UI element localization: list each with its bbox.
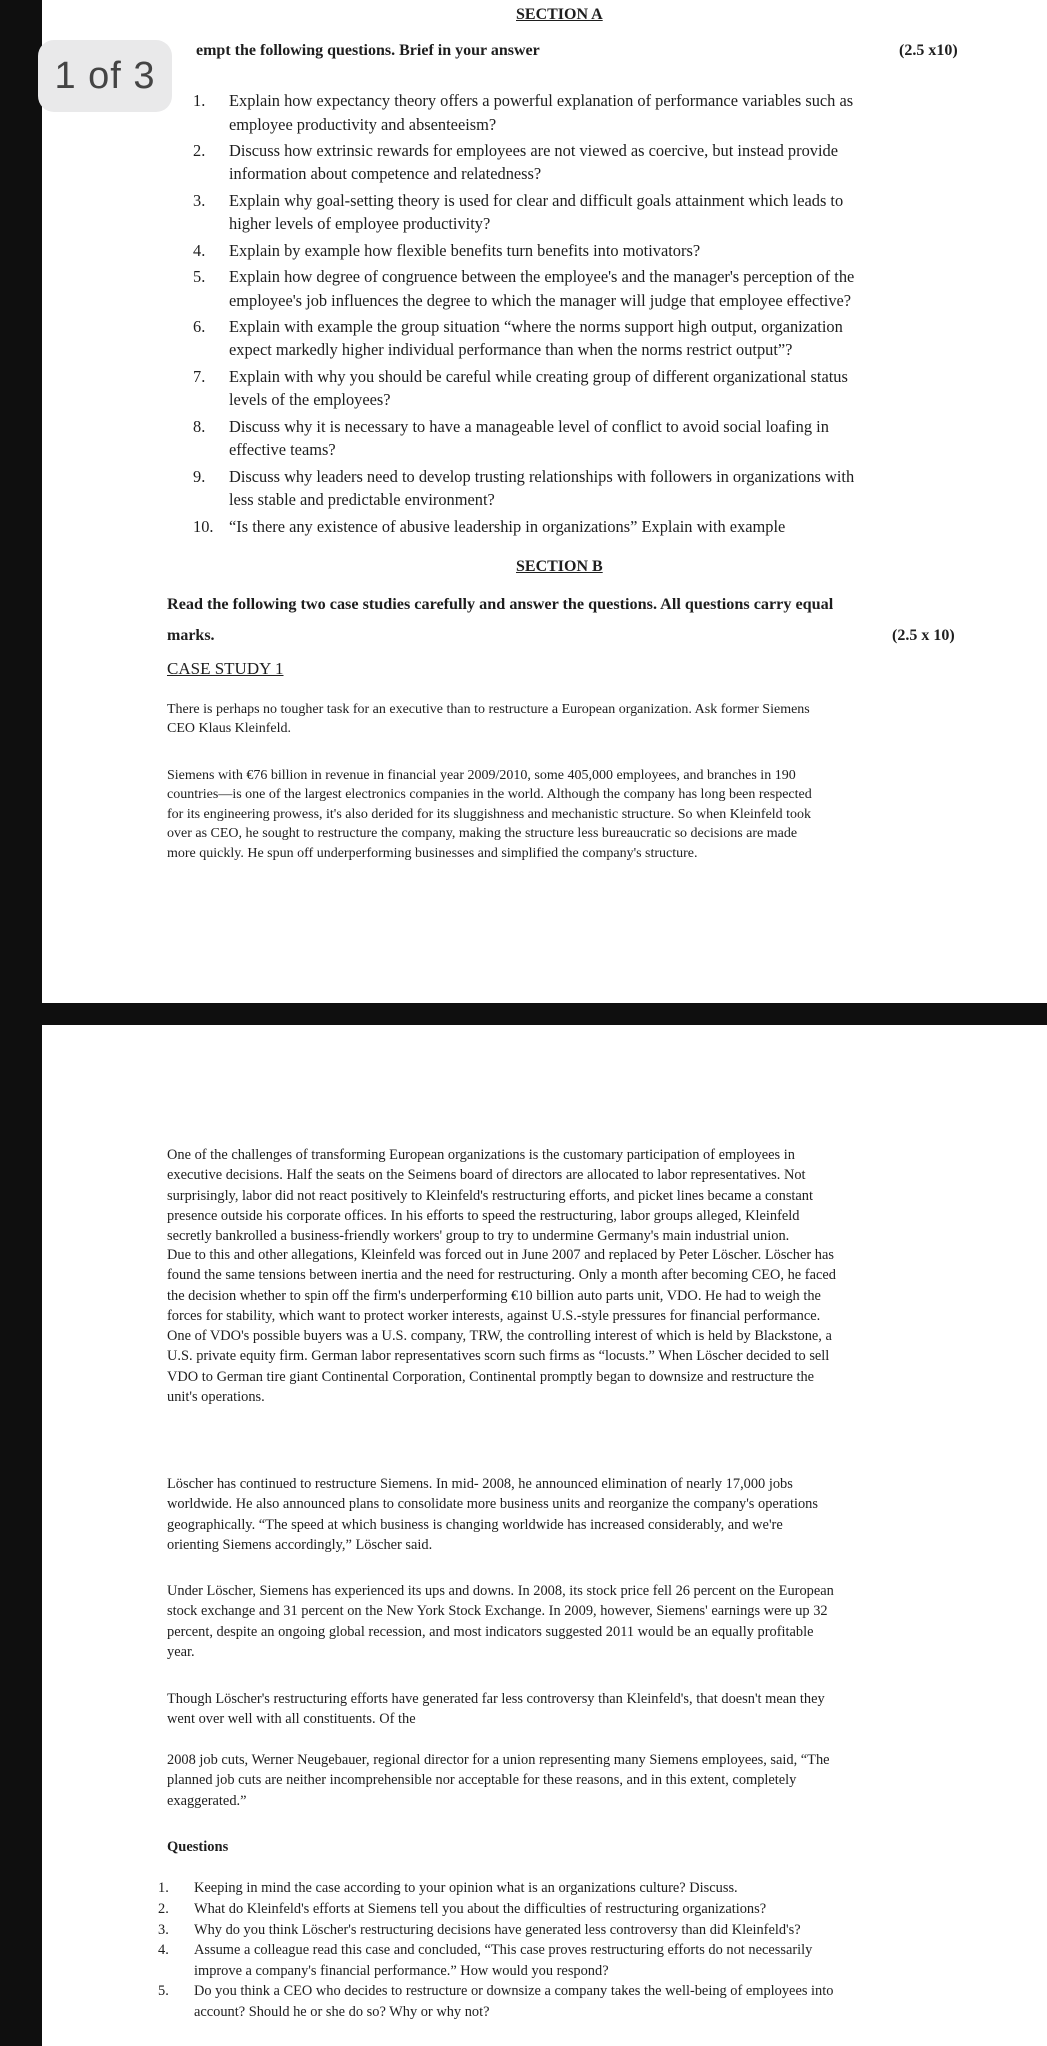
question-number: 4.	[158, 1942, 169, 1959]
question-item	[158, 1920, 833, 1940]
case-paragraph	[167, 1474, 818, 1555]
question-item	[158, 1981, 834, 2022]
case-study-title: CASE STUDY 1	[167, 659, 284, 678]
paragraph-line: year.	[167, 1643, 195, 1660]
case-paragraph	[167, 1581, 834, 1662]
question-text-line: Explain by example how flexible benefits turn benefits into motivators?	[229, 240, 701, 260]
paragraph-line: orienting Siemens accordingly,” Löscher said.	[167, 1536, 433, 1553]
paragraph-line: secretly bankrolled a business-friendly workers' group to try to undermine Germany's main industrial union.	[167, 1228, 790, 1245]
paragraph-line: CEO Klaus Kleinfeld.	[167, 721, 292, 737]
case-paragraph	[167, 700, 810, 739]
question-item	[158, 1899, 833, 1919]
paragraph-line: executive decisions. Half the seats on the Seimens board of directors are allocated to labor representatives. Not	[167, 1167, 806, 1184]
question-item	[193, 265, 855, 312]
page-indicator: 1 of 3	[38, 40, 172, 112]
questions-heading: Questions	[167, 1839, 229, 1855]
paragraph-line: stock exchange and 31 percent on the New York Stock Exchange. In 2009, however, Siemens' earnings were up 32	[167, 1603, 828, 1620]
paragraph-line: VDO to German tire giant Continental Corporation, Continental promptly began to downsize and restructure the	[167, 1368, 815, 1385]
paragraph-line: the decision whether to spin off the firm's underperforming €10 billion auto parts unit, VDO. He had to weigh the	[167, 1287, 821, 1304]
paragraph-line: percent, despite an ongoing global recession, and most indicators suggested 2011 would be an equally profitable	[167, 1623, 814, 1640]
paragraph-line: Siemens with €76 billion in revenue in financial year 2009/2010, some 405,000 employees, and branches in 190	[167, 768, 796, 783]
case-question-list	[158, 1878, 834, 2022]
paragraph-line: Due to this and other allegations, Kleinfeld was forced out in June 2007 and replaced by Peter Löscher. Löscher has	[167, 1247, 834, 1263]
question-number: 9.	[193, 466, 206, 486]
paragraph-line: Under Löscher, Siemens has experienced its ups and downs. In 2008, its stock price fell 26 percent on the European	[167, 1583, 834, 1599]
section-b-intro-line2: marks.	[167, 627, 215, 644]
section-b-heading: SECTION B	[516, 558, 603, 575]
paragraph-line: found the same tensions between inertia and the need for restructuring. Only a month after becoming CEO, he faced	[167, 1267, 836, 1284]
section-a-question-list	[193, 89, 855, 538]
paragraph-line: Löscher has continued to restructure Siemens. In mid- 2008, he announced elimination of nearly 17,000 jobs	[167, 1476, 793, 1492]
question-text-line: Explain with example the group situation “where the norms support high output, organization	[229, 316, 843, 336]
question-number: 1.	[158, 1880, 169, 1896]
paragraph-line: One of the challenges of transforming European organizations is the customary participation of employees in	[167, 1147, 795, 1163]
question-item	[193, 239, 854, 263]
paragraph-line: exaggerated.”	[167, 1792, 247, 1809]
paragraph-line: planned job cuts are neither incomprehensible nor acceptable for these reasons, and in this extent, completely	[167, 1772, 797, 1789]
case-paragraph	[167, 1750, 830, 1811]
question-number: 4.	[193, 240, 206, 260]
section-b-intro-line1: Read the following two case studies carefully and answer the questions. All questions carry equal	[167, 595, 834, 613]
page-divider	[42, 1003, 1047, 1025]
paragraph-line: One of VDO's possible buyers was a U.S. company, TRW, the controlling interest of which is held by Blackstone, a	[167, 1328, 832, 1345]
question-text-line: Discuss how extrinsic rewards for employees are not viewed as coercive, but instead provide	[229, 140, 838, 160]
paragraph-line: for its engineering prowess, it's also derided for its sluggishness and mechanistic structure. So when Kleinfeld took	[167, 806, 812, 822]
question-text-line: employee's job influences the degree to which the manager will judge that employee effective?	[229, 290, 852, 310]
question-text-line: levels of the employees?	[229, 390, 391, 410]
question-item	[193, 189, 854, 236]
question-item	[193, 515, 854, 539]
question-number: 2.	[193, 140, 206, 160]
question-text-line: Keeping in mind the case according to your opinion what is an organizations culture? Discuss.	[194, 1880, 738, 1896]
question-number: 10.	[193, 516, 214, 536]
question-text-line: information about competence and relatedness?	[229, 164, 542, 184]
question-item	[193, 139, 854, 186]
section-a-heading: SECTION A	[516, 6, 603, 23]
question-text-line: higher levels of employee productivity?	[229, 214, 491, 234]
question-item	[193, 465, 855, 512]
viewer-sidebar	[0, 0, 42, 2046]
question-text-line: employee productivity and absenteeism?	[229, 114, 497, 134]
question-text-line: improve a company's financial performance.” How would you respond?	[194, 1962, 609, 1979]
paragraph-line: U.S. private equity firm. German labor representatives scorn such firms as “locusts.” When Löscher decided to sell	[167, 1348, 830, 1365]
question-text-line: effective teams?	[229, 440, 336, 460]
question-item	[193, 315, 854, 362]
question-text-line: Explain with why you should be careful while creating group of different organizational status	[229, 366, 848, 386]
question-text-line: account? Should he or she do so? Why or why not?	[194, 2003, 490, 2020]
paragraph-line: geographically. “The speed at which business is changing worldwide has increased considerably, and we're	[167, 1516, 783, 1533]
paragraph-line: countries—is one of the largest electronics companies in the world. Although the company has long been respected	[167, 787, 812, 803]
question-number: 6.	[193, 316, 206, 336]
question-number: 5.	[158, 1983, 169, 2000]
question-item	[193, 415, 854, 462]
question-text-line: Do you think a CEO who decides to restructure or downsize a company takes the well-being of employees into	[194, 1983, 834, 2000]
question-text-line: Explain how expectancy theory offers a powerful explanation of performance variables such as	[229, 91, 854, 110]
section-b-marks: (2.5 x 10)	[892, 627, 955, 644]
paragraph-line: more quickly. He spun off underperforming businesses and simplified the company's structure.	[167, 845, 698, 861]
question-item	[193, 365, 854, 412]
paragraph-line: presence outside his corporate offices. In his efforts to speed the restructuring, labor groups alleged, Kleinfeld	[167, 1207, 800, 1224]
question-number: 7.	[193, 366, 206, 386]
section-a-marks: (2.5 x10)	[899, 42, 958, 59]
question-number: 3.	[193, 190, 206, 210]
question-text-line: “Is there any existence of abusive leadership in organizations” Explain with example	[229, 516, 786, 536]
question-number: 2.	[158, 1900, 169, 1917]
question-text-line: What do Kleinfeld's efforts at Siemens tell you about the difficulties of restructuring organizations?	[194, 1900, 767, 1917]
question-item	[158, 1878, 833, 1898]
question-text-line: Why do you think Löscher's restructuring decisions have generated less controversy than did Kleinfeld's?	[194, 1921, 801, 1938]
paragraph-line: 2008 job cuts, Werner Neugebauer, regional director for a union representing many Siemens employees, said, “The	[167, 1752, 830, 1768]
question-number: 8.	[193, 416, 206, 436]
paragraph-line: worldwide. He also announced plans to consolidate more business units and reorganize the company's operations	[167, 1496, 818, 1513]
question-item	[158, 1940, 833, 1981]
question-item	[193, 89, 854, 136]
case-paragraph	[167, 766, 812, 863]
question-text-line: Assume a colleague read this case and concluded, “This case proves restructuring efforts do not necessarily	[194, 1942, 813, 1959]
case-paragraph	[167, 1145, 813, 1246]
question-text-line: Discuss why leaders need to develop trusting relationships with followers in organizations with	[229, 466, 855, 486]
paragraph-line: unit's operations.	[167, 1389, 265, 1406]
question-number: 1.	[193, 91, 206, 110]
paragraph-line: over as CEO, he sought to restructure the company, making the structure less bureaucratic so decisions are made	[167, 826, 798, 842]
paragraph-line: surprisingly, labor did not react positively to Kleinfeld's restructuring efforts, and picket lines became a constant	[167, 1187, 813, 1204]
paragraph-line: forces for stability, which want to protect worker interests, against U.S.-style pressures for financial performance.	[167, 1307, 821, 1324]
question-text-line: Explain how degree of congruence between the employee's and the manager's perception of the	[229, 267, 855, 287]
section-a-instruction: empt the following questions. Brief in your answer	[196, 42, 540, 59]
case-paragraph	[167, 1689, 825, 1730]
paragraph-line: There is perhaps no tougher task for an executive than to restructure a European organization. Ask former Siemens	[167, 702, 810, 717]
case-paragraph	[167, 1245, 836, 1407]
question-number: 3.	[158, 1921, 169, 1938]
paragraph-line: went over well with all constituents. Of the	[167, 1711, 416, 1728]
paragraph-line: Though Löscher's restructuring efforts have generated far less controversy than Kleinfeld's, that doesn't mean they	[167, 1691, 825, 1707]
question-number: 5.	[193, 267, 206, 287]
question-text-line: Explain why goal-setting theory is used for clear and difficult goals attainment which leads to	[229, 190, 844, 210]
question-text-line: Discuss why it is necessary to have a manageable level of conflict to avoid social loafing in	[229, 416, 829, 436]
question-text-line: less stable and predictable environment?	[229, 490, 495, 510]
question-text-line: expect markedly higher individual performance than when the norms restrict output”?	[229, 340, 793, 360]
